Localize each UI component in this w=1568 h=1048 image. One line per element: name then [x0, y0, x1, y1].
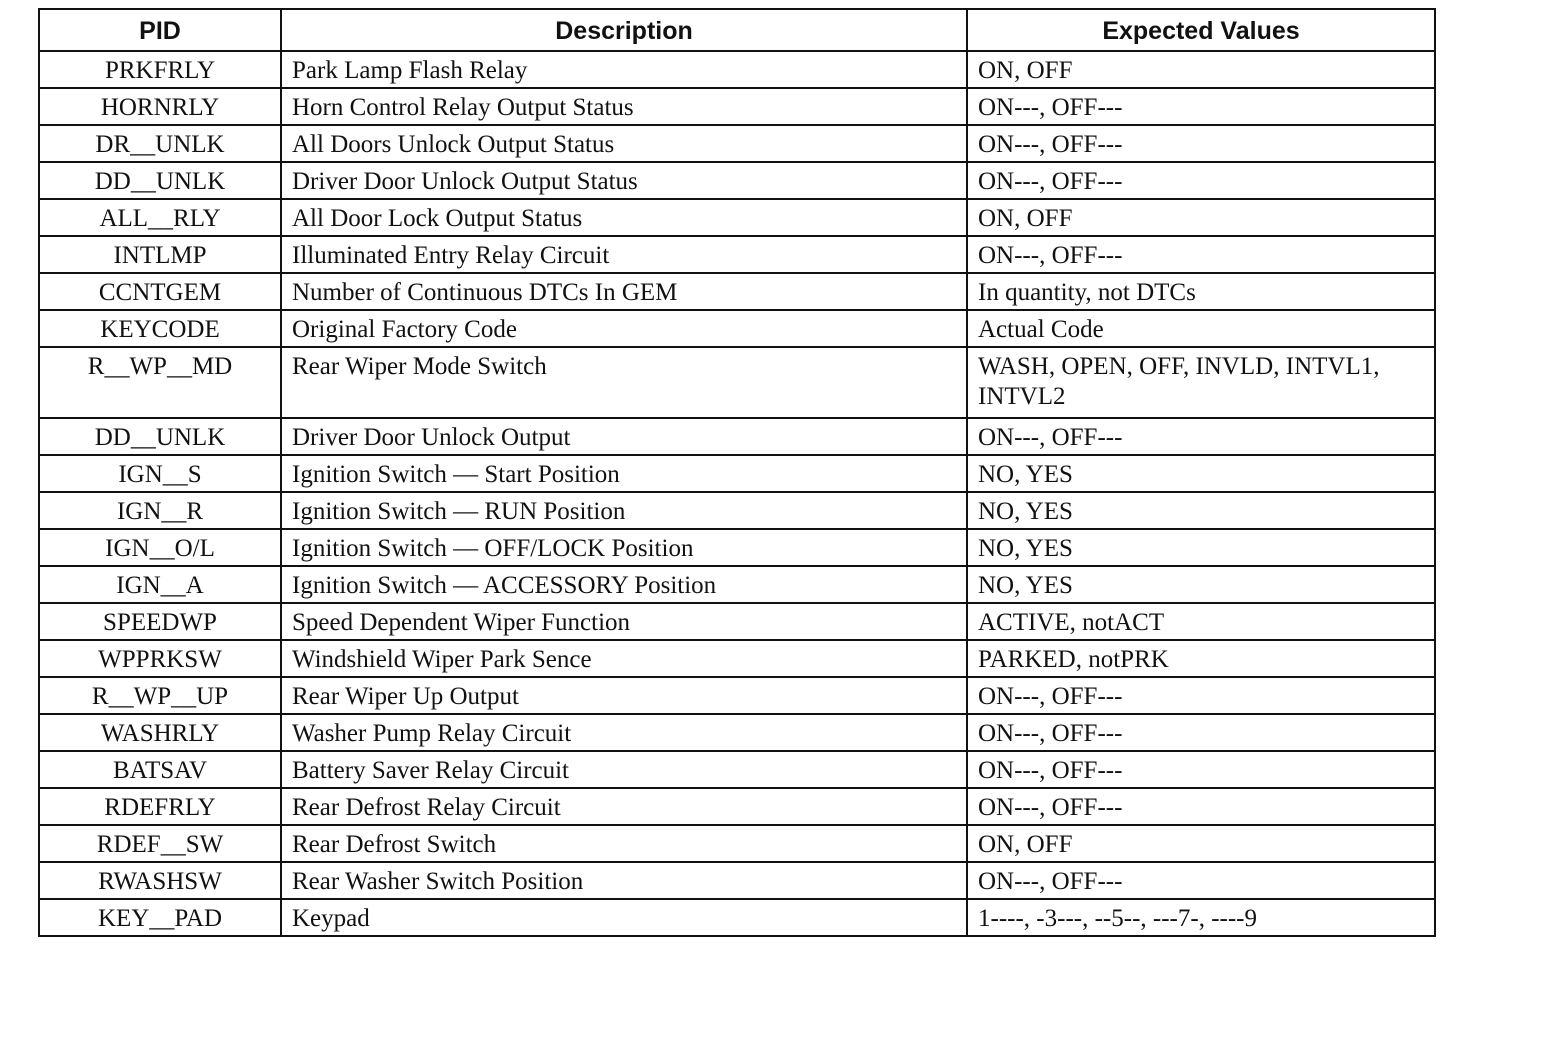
expected-values-cell: ACTIVE, notACT: [967, 603, 1435, 640]
description-cell: Rear Defrost Switch: [281, 825, 967, 862]
description-cell: Ignition Switch — RUN Position: [281, 492, 967, 529]
pid-cell: DD__UNLK: [39, 162, 281, 199]
expected-values-cell: NO, YES: [967, 529, 1435, 566]
pid-cell: BATSAV: [39, 751, 281, 788]
pid-cell: INTLMP: [39, 236, 281, 273]
expected-values-cell: In quantity, not DTCs: [967, 273, 1435, 310]
description-cell: Rear Defrost Relay Circuit: [281, 788, 967, 825]
table-row: [39, 825, 1435, 862]
pid-cell: IGN__O/L: [39, 529, 281, 566]
header-expected-values: Expected Values: [967, 9, 1435, 51]
description-cell: Ignition Switch — ACCESSORY Position: [281, 566, 967, 603]
description-cell: Rear Washer Switch Position: [281, 862, 967, 899]
table-row: [39, 162, 1435, 199]
pid-cell: IGN__A: [39, 566, 281, 603]
table-row: [39, 310, 1435, 347]
description-cell: Keypad: [281, 899, 967, 936]
expected-values-cell: ON---, OFF---: [967, 88, 1435, 125]
expected-values-cell: ON, OFF: [967, 51, 1435, 88]
pid-cell: KEY__PAD: [39, 899, 281, 936]
pid-cell: DR__UNLK: [39, 125, 281, 162]
pid-cell: RDEFRLY: [39, 788, 281, 825]
table-row: [39, 236, 1435, 273]
pid-cell: R__WP__UP: [39, 677, 281, 714]
expected-values-cell: NO, YES: [967, 566, 1435, 603]
pid-cell: ALL__RLY: [39, 199, 281, 236]
description-cell: Windshield Wiper Park Sence: [281, 640, 967, 677]
expected-values-cell: ON---, OFF---: [967, 862, 1435, 899]
table-row: [39, 199, 1435, 236]
description-cell: All Door Lock Output Status: [281, 199, 967, 236]
table-row: [39, 492, 1435, 529]
description-cell: Park Lamp Flash Relay: [281, 51, 967, 88]
pid-table: [38, 8, 1436, 937]
description-cell: Driver Door Unlock Output Status: [281, 162, 967, 199]
table-row: [39, 677, 1435, 714]
table-row: [39, 51, 1435, 88]
expected-values-cell: NO, YES: [967, 492, 1435, 529]
table-row: [39, 347, 1435, 418]
expected-values-cell: 1----, -3---, --5--, ---7-, ----9: [967, 899, 1435, 936]
expected-values-cell: ON---, OFF---: [967, 677, 1435, 714]
description-cell: Battery Saver Relay Circuit: [281, 751, 967, 788]
description-cell: Speed Dependent Wiper Function: [281, 603, 967, 640]
expected-values-cell: ON---, OFF---: [967, 236, 1435, 273]
expected-values-cell: ON---, OFF---: [967, 418, 1435, 455]
pid-cell: HORNRLY: [39, 88, 281, 125]
pid-cell: IGN__S: [39, 455, 281, 492]
description-cell: Original Factory Code: [281, 310, 967, 347]
pid-cell: CCNTGEM: [39, 273, 281, 310]
header-pid: PID: [39, 9, 281, 51]
header-description: Description: [281, 9, 967, 51]
table-row: [39, 125, 1435, 162]
description-cell: Rear Wiper Up Output: [281, 677, 967, 714]
pid-cell: WPPRKSW: [39, 640, 281, 677]
expected-values-cell: ON, OFF: [967, 199, 1435, 236]
description-cell: Washer Pump Relay Circuit: [281, 714, 967, 751]
table-row: [39, 529, 1435, 566]
table-row: [39, 603, 1435, 640]
table-row: [39, 862, 1435, 899]
table-row: [39, 418, 1435, 455]
description-cell: Horn Control Relay Output Status: [281, 88, 967, 125]
pid-cell: WASHRLY: [39, 714, 281, 751]
expected-values-cell: ON, OFF: [967, 825, 1435, 862]
pid-cell: RWASHSW: [39, 862, 281, 899]
expected-values-cell: WASH, OPEN, OFF, INVLD, INTVL1, INTVL2: [967, 347, 1435, 418]
description-cell: Number of Continuous DTCs In GEM: [281, 273, 967, 310]
pid-cell: R__WP__MD: [39, 347, 281, 418]
header-row: [39, 9, 1435, 51]
pid-cell: SPEEDWP: [39, 603, 281, 640]
description-cell: Illuminated Entry Relay Circuit: [281, 236, 967, 273]
expected-values-cell: ON---, OFF---: [967, 788, 1435, 825]
description-cell: Driver Door Unlock Output: [281, 418, 967, 455]
expected-values-cell: Actual Code: [967, 310, 1435, 347]
expected-values-cell: ON---, OFF---: [967, 714, 1435, 751]
expected-values-cell: NO, YES: [967, 455, 1435, 492]
description-cell: All Doors Unlock Output Status: [281, 125, 967, 162]
table-row: [39, 899, 1435, 936]
pid-cell: DD__UNLK: [39, 418, 281, 455]
expected-values-cell: ON---, OFF---: [967, 162, 1435, 199]
description-cell: Ignition Switch — Start Position: [281, 455, 967, 492]
expected-values-cell: ON---, OFF---: [967, 751, 1435, 788]
table-row: [39, 566, 1435, 603]
table-row: [39, 788, 1435, 825]
table-row: [39, 455, 1435, 492]
table-row: [39, 273, 1435, 310]
pid-cell: IGN__R: [39, 492, 281, 529]
pid-cell: PRKFRLY: [39, 51, 281, 88]
expected-values-cell: PARKED, notPRK: [967, 640, 1435, 677]
table-row: [39, 88, 1435, 125]
table-row: [39, 751, 1435, 788]
pid-cell: KEYCODE: [39, 310, 281, 347]
description-cell: Rear Wiper Mode Switch: [281, 347, 967, 418]
description-cell: Ignition Switch — OFF/LOCK Position: [281, 529, 967, 566]
expected-values-cell: ON---, OFF---: [967, 125, 1435, 162]
table-row: [39, 640, 1435, 677]
pid-cell: RDEF__SW: [39, 825, 281, 862]
table-row: [39, 714, 1435, 751]
